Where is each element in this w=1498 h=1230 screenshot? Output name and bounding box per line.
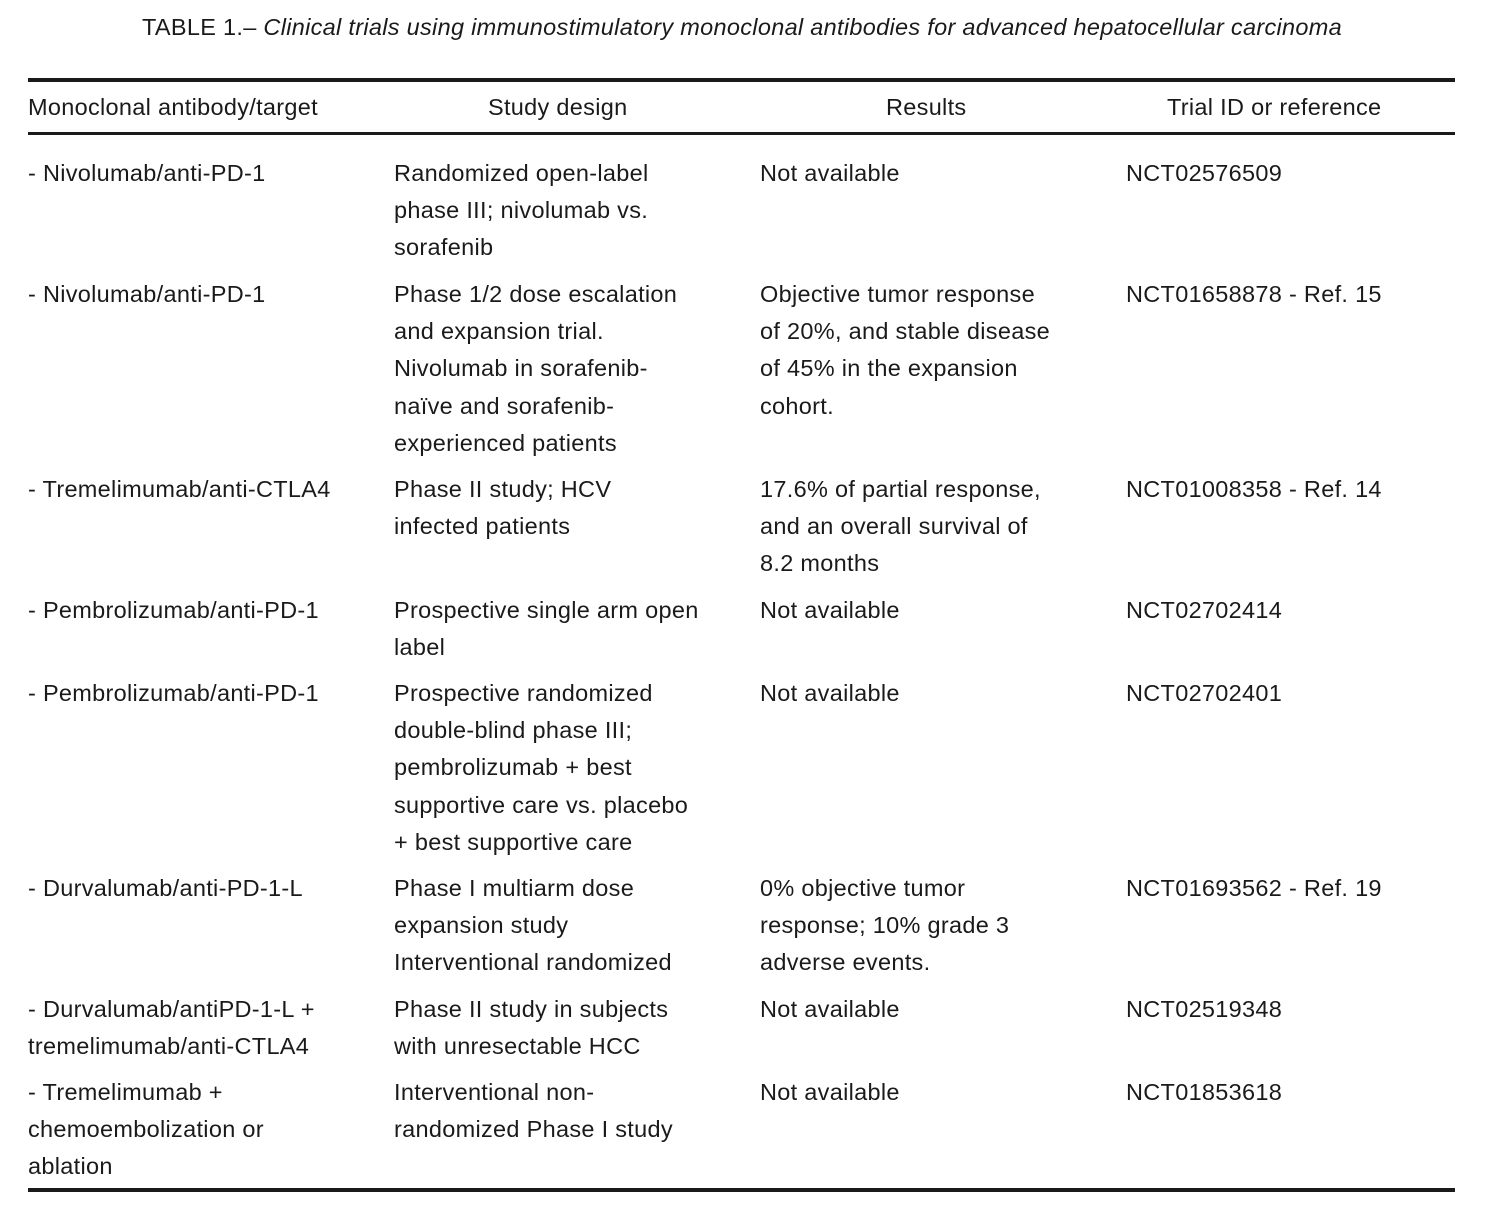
cell-antibody: - Pembrolizumab/anti-PD-1 bbox=[28, 597, 319, 623]
cell-study-design: Prospective single arm open label bbox=[394, 597, 699, 661]
cell-antibody: - Durvalumab/antiPD-1-L + tremelimumab/anti-CTLA4 bbox=[28, 996, 315, 1060]
cell-study-design: Randomized open-label phase III; nivolumab vs. sorafenib bbox=[394, 160, 649, 261]
header-trial-id: Trial ID or reference bbox=[1167, 94, 1382, 120]
cell-antibody: - Tremelimumab + chemoembolization or ablation bbox=[28, 1079, 264, 1180]
cell-results: Not available bbox=[760, 996, 900, 1022]
top-rule bbox=[28, 78, 1455, 82]
cell-study-design: Phase I multiarm dose expansion study Interventional randomized bbox=[394, 875, 672, 976]
cell-study-design: Phase II study in subjects with unresectable HCC bbox=[394, 996, 669, 1060]
cell-antibody: - Nivolumab/anti-PD-1 bbox=[28, 160, 266, 186]
cell-trial-id: NCT02702401 bbox=[1126, 680, 1283, 706]
cell-results: Not available bbox=[760, 680, 900, 706]
cell-trial-id: NCT01658878 - Ref. 15 bbox=[1126, 281, 1382, 307]
cell-trial-id: NCT01853618 bbox=[1126, 1079, 1283, 1105]
header-rule bbox=[28, 132, 1455, 135]
cell-antibody: - Tremelimumab/anti-CTLA4 bbox=[28, 476, 331, 502]
cell-results: Not available bbox=[760, 597, 900, 623]
cell-trial-id: NCT02519348 bbox=[1126, 996, 1283, 1022]
cell-results: Objective tumor response of 20%, and stable disease of 45% in the expansion cohort. bbox=[760, 281, 1050, 419]
header-antibody: Monoclonal antibody/target bbox=[28, 94, 318, 120]
cell-antibody: - Nivolumab/anti-PD-1 bbox=[28, 281, 266, 307]
cell-study-design: Interventional non- randomized Phase I study bbox=[394, 1079, 673, 1143]
cell-results: Not available bbox=[760, 1079, 900, 1105]
header-study-design: Study design bbox=[488, 94, 628, 120]
bottom-rule bbox=[28, 1188, 1455, 1192]
table-label: TABLE 1.– bbox=[141, 14, 257, 40]
cell-study-design: Phase II study; HCV infected patients bbox=[394, 476, 612, 540]
cell-trial-id: NCT02702414 bbox=[1126, 597, 1283, 623]
cell-antibody: - Pembrolizumab/anti-PD-1 bbox=[28, 680, 319, 706]
cell-trial-id: NCT01693562 - Ref. 19 bbox=[1126, 875, 1382, 901]
cell-study-design: Prospective randomized double-blind phase III; pembrolizumab + best supportive care vs. placebo + best supportive care bbox=[394, 680, 689, 855]
table-title: Clinical trials using immunostimulatory monoclonal antibodies for advanced hepatocellular carcinoma bbox=[263, 14, 1343, 40]
cell-trial-id: NCT01008358 - Ref. 14 bbox=[1126, 476, 1382, 502]
cell-antibody: - Durvalumab/anti-PD-1-L bbox=[28, 875, 303, 901]
cell-results: Not available bbox=[760, 160, 900, 186]
cell-results: 0% objective tumor response; 10% grade 3 adverse events. bbox=[760, 875, 1010, 976]
cell-results: 17.6% of partial response, and an overall survival of 8.2 months bbox=[760, 476, 1041, 577]
table-caption bbox=[0, 14, 1484, 41]
header-results: Results bbox=[886, 94, 967, 120]
cell-trial-id: NCT02576509 bbox=[1126, 160, 1283, 186]
cell-study-design: Phase 1/2 dose escalation and expansion trial. Nivolumab in sorafenib- naïve and sorafenib- experienced patients bbox=[394, 281, 678, 456]
